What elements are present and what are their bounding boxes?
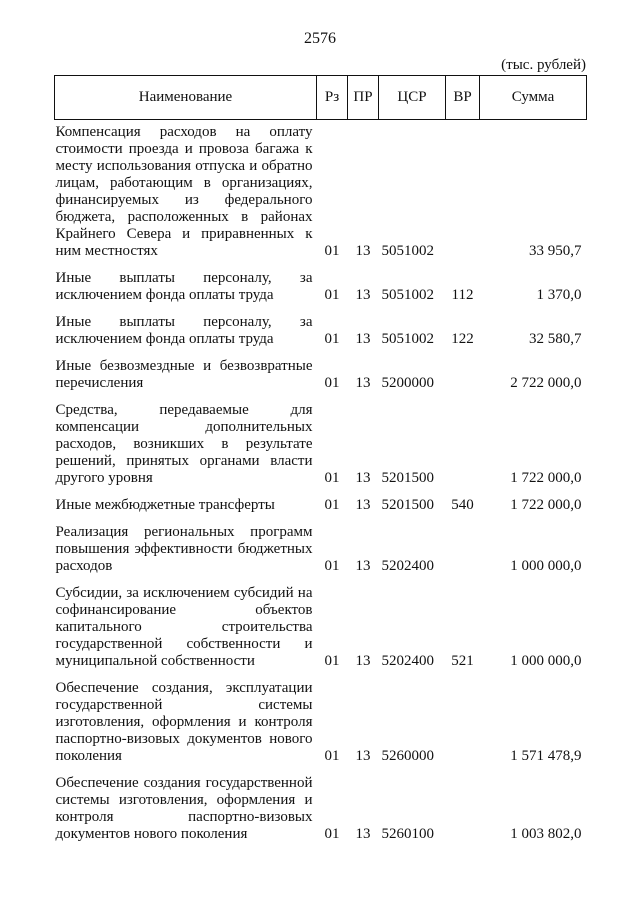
- header-name: Наименование: [55, 76, 317, 120]
- row-vr: 521: [451, 653, 474, 669]
- header-sum: Сумма: [480, 76, 587, 120]
- row-rz: 01: [324, 826, 340, 842]
- row-sum: 32 580,7: [529, 331, 582, 347]
- row-name: Средства, передаваемые для компенсации дополнительных расходов, возникших в результате решений, принятых органами власти другого уровня: [55, 402, 313, 486]
- row-vr: 122: [451, 331, 474, 347]
- row-name: Иные безвозмездные и безвозвратные перечисления: [55, 358, 313, 391]
- row-csr: 5260000: [381, 748, 434, 764]
- table-row: [55, 522, 587, 583]
- row-vr: [446, 400, 480, 495]
- row-rz: 01: [324, 375, 340, 391]
- row-pr: 13: [355, 470, 371, 486]
- row-rz: 01: [324, 287, 340, 303]
- header-csr: ЦСР: [379, 76, 446, 120]
- table-row: [55, 678, 587, 773]
- row-rz: 01: [324, 331, 340, 347]
- row-csr: 5202400: [381, 653, 434, 669]
- row-name: Компенсация расходов на оплату стоимости проезда и провоза багажа к месту использования отпуска и обратно лицам, работающим в организациях, финансируемых из федерального бюджета, расположенных в районах Крайнего Севера и приравненных к ним местностях: [55, 124, 313, 259]
- row-sum: 2 722 000,0: [510, 375, 582, 391]
- row-pr: 13: [355, 287, 371, 303]
- row-vr: [446, 356, 480, 400]
- table-header: [55, 76, 587, 120]
- row-csr: 5201500: [381, 497, 434, 513]
- row-vr: 540: [451, 497, 474, 513]
- row-pr: 13: [355, 331, 371, 347]
- row-pr: 13: [355, 558, 371, 574]
- row-csr: 5202400: [381, 558, 434, 574]
- row-pr: 13: [355, 826, 371, 842]
- row-vr: [446, 120, 480, 269]
- row-name: Иные выплаты персоналу, за исключением фонда оплаты труда: [55, 270, 313, 303]
- table-row: [55, 312, 587, 356]
- row-sum: 1 000 000,0: [510, 653, 582, 669]
- row-rz: 01: [324, 748, 340, 764]
- row-pr: 13: [355, 653, 371, 669]
- table-row: [55, 773, 587, 851]
- table-row: [55, 356, 587, 400]
- header-vr: ВР: [446, 76, 480, 120]
- row-sum: 1 722 000,0: [510, 497, 582, 513]
- row-pr: 13: [355, 748, 371, 764]
- row-name: Иные межбюджетные трансферты: [55, 497, 275, 513]
- row-sum: 1 370,0: [536, 287, 582, 303]
- row-pr: 13: [355, 497, 371, 513]
- row-csr: 5201500: [381, 470, 434, 486]
- row-pr: 13: [355, 243, 371, 259]
- table-row: [55, 400, 587, 495]
- table-row: [55, 583, 587, 678]
- table-row: [55, 120, 587, 269]
- header-row: [55, 76, 587, 120]
- row-pr: 13: [355, 375, 371, 391]
- row-sum: 1 003 802,0: [510, 826, 582, 842]
- row-vr: [446, 773, 480, 851]
- row-name: Реализация региональных программ повышения эффективности бюджетных расходов: [55, 524, 313, 574]
- row-vr: 112: [451, 287, 474, 303]
- budget-table: [54, 75, 587, 851]
- row-name: Субсидии, за исключением субсидий на софинансирование объектов капитального строительства государственной собственности и муниципальной собственности: [55, 585, 313, 669]
- row-csr: 5051002: [381, 331, 434, 347]
- row-rz: 01: [324, 497, 340, 513]
- header-pr: ПР: [348, 76, 379, 120]
- row-sum: 1 571 478,9: [510, 748, 582, 764]
- row-name: Обеспечение создания государственной системы изготовления, оформления и контроля паспортно-визовых документов нового поколения: [55, 775, 313, 842]
- row-sum: 1 000 000,0: [510, 558, 582, 574]
- row-csr: 5051002: [381, 287, 434, 303]
- row-rz: 01: [324, 470, 340, 486]
- table-row: [55, 268, 587, 312]
- page-number: 2576: [304, 30, 336, 47]
- row-rz: 01: [324, 558, 340, 574]
- table-body: [55, 120, 587, 852]
- row-name: Обеспечение создания, эксплуатации государственной системы изготовления, оформления и контроля паспортно-визовых документов нового поколения: [55, 680, 313, 764]
- row-rz: 01: [324, 653, 340, 669]
- row-vr: [446, 522, 480, 583]
- row-csr: 5051002: [381, 243, 434, 259]
- units-label: (тыс. рублей): [501, 57, 586, 73]
- row-vr: [446, 678, 480, 773]
- table-row: [55, 495, 587, 522]
- row-name: Иные выплаты персоналу, за исключением фонда оплаты труда: [55, 314, 313, 347]
- row-sum: 1 722 000,0: [510, 470, 582, 486]
- row-rz: 01: [324, 243, 340, 259]
- row-csr: 5260100: [381, 826, 434, 842]
- header-rz: Рз: [317, 76, 348, 120]
- row-sum: 33 950,7: [529, 243, 582, 259]
- row-csr: 5200000: [381, 375, 434, 391]
